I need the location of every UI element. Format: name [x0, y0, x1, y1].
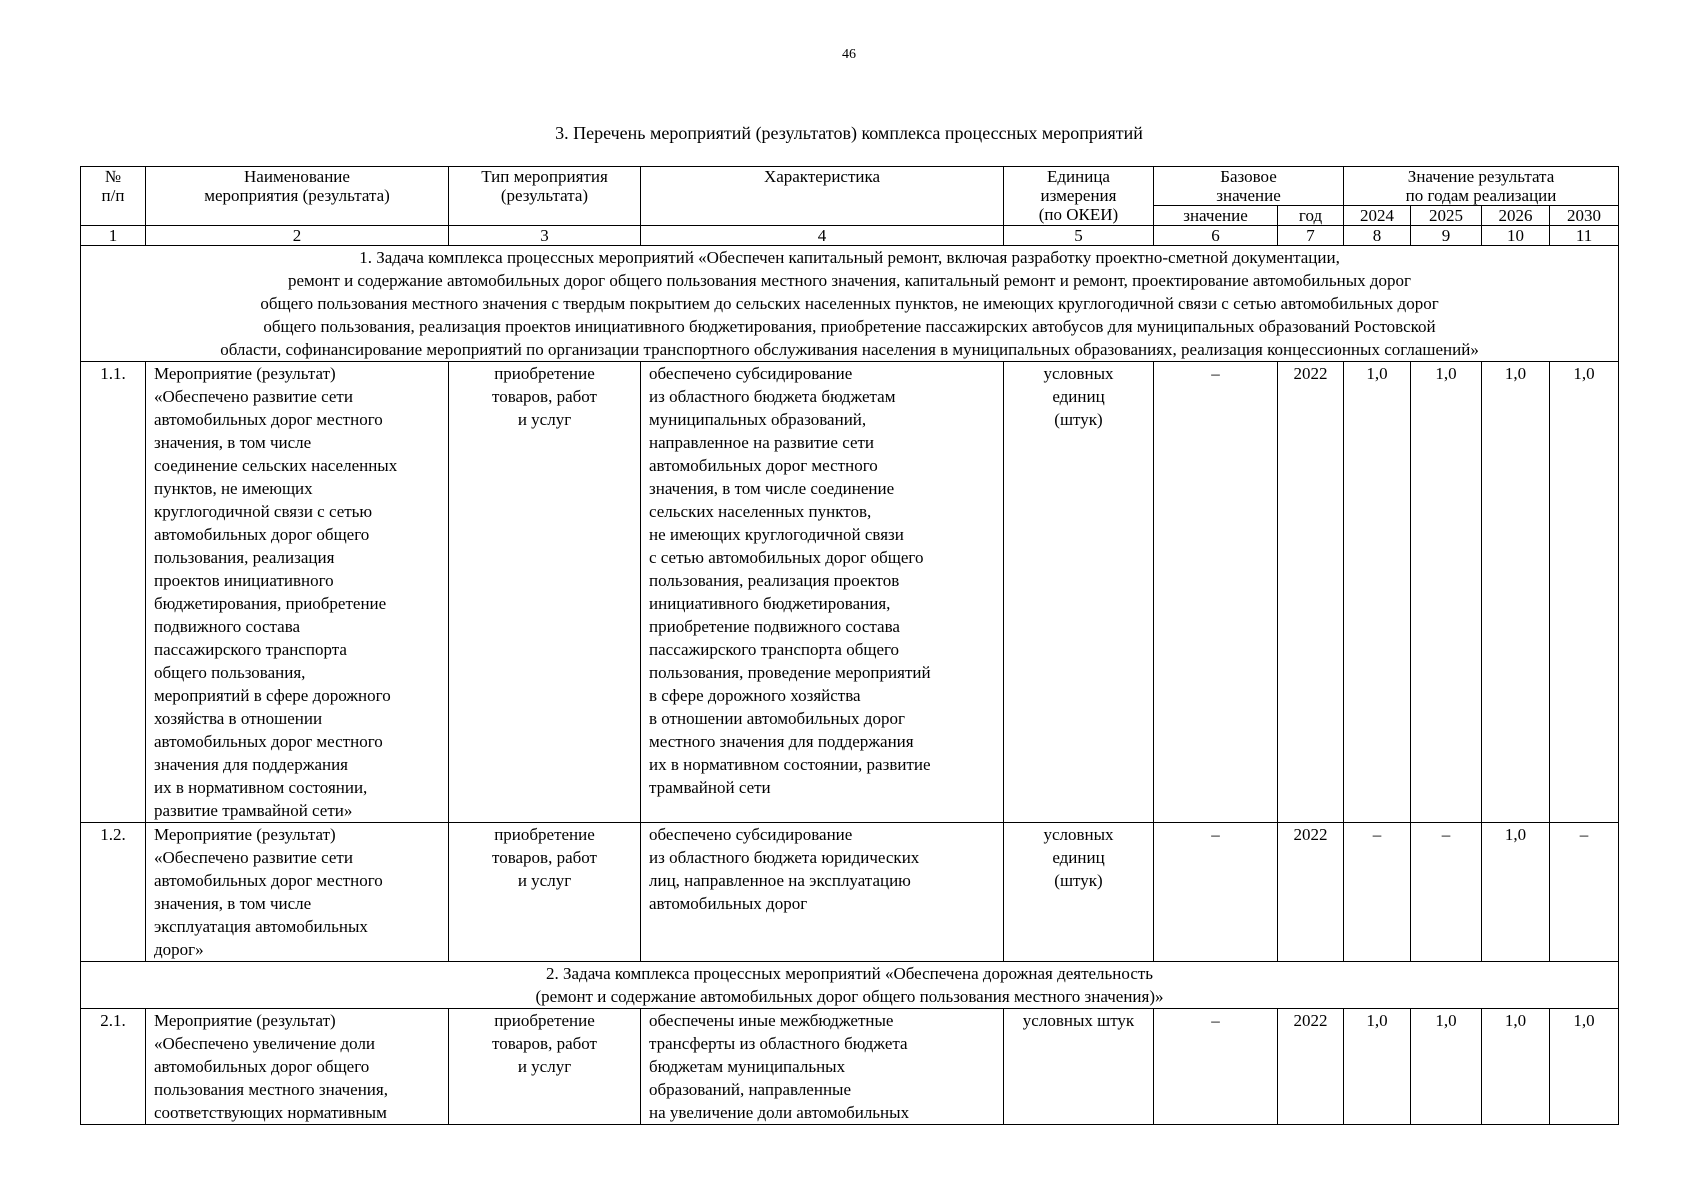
row-value-2030: –: [1550, 823, 1619, 962]
row-value-2025: –: [1411, 823, 1482, 962]
column-number: 1: [81, 226, 146, 246]
row-type: приобретение товаров, работ и услуг: [449, 362, 641, 823]
column-number: 4: [641, 226, 1004, 246]
header-year-2026: 2026: [1482, 206, 1550, 226]
table-row: [81, 362, 1619, 823]
table-row: [81, 823, 1619, 962]
row-number: 2.1.: [81, 1009, 146, 1125]
header-result-group: Значение результата по годам реализации: [1344, 167, 1619, 206]
row-type: приобретение товаров, работ и услуг: [449, 1009, 641, 1125]
header-base-value: значение: [1154, 206, 1278, 226]
page-number: 46: [842, 47, 856, 62]
row-unit: условных штук: [1004, 1009, 1154, 1125]
task-1-row: [81, 246, 1619, 362]
header-year-2030: 2030: [1550, 206, 1619, 226]
header-characteristic: Характеристика: [641, 167, 1004, 226]
activities-table: [80, 166, 1619, 1125]
row-value-2025: 1,0: [1411, 362, 1482, 823]
header-year-2024: 2024: [1344, 206, 1411, 226]
row-characteristic: обеспечено субсидирование из областного бюджета юридических лиц, направленное на эксплуатацию автомобильных дорог: [641, 823, 1004, 962]
column-numbers-row: [81, 226, 1619, 246]
row-base-value: –: [1154, 362, 1278, 823]
row-type: приобретение товаров, работ и услуг: [449, 823, 641, 962]
column-number: 11: [1550, 226, 1619, 246]
row-unit: условных единиц (штук): [1004, 362, 1154, 823]
row-value-2025: 1,0: [1411, 1009, 1482, 1125]
row-unit: условных единиц (штук): [1004, 823, 1154, 962]
task-1-text: 1. Задача комплекса процессных мероприятий «Обеспечен капитальный ремонт, включая разработку проектно-сметной документации, ремонт и содержание автомобильных дорог общего пользования местного значения, капитальный ремонт и ремонт, проектирование автомобильных дорог общего пользования местного значения с твердым покрытием до сельских населенных пунктов, не имеющих круглогодичной связи с сетью автомобильных дорог общего пользования, реализация проектов инициативного бюджетирования, приобретение пассажирских автобусов для муниципальных образований Ростовской области, софинансирование мероприятий по организации транспортного обслуживания населения в муниципальных образованиях, реализация концессионных соглашений»: [81, 246, 1619, 362]
column-number: 5: [1004, 226, 1154, 246]
row-characteristic: обеспечены иные межбюджетные трансферты из областного бюджета бюджетам муниципальных образований, направленные на увеличение доли автомобильных: [641, 1009, 1004, 1125]
header-unit: Единица измерения (по ОКЕИ): [1004, 167, 1154, 226]
column-number: 7: [1278, 226, 1344, 246]
column-number: 2: [146, 226, 449, 246]
document-title: 3. Перечень мероприятий (результатов) комплекса процессных мероприятий: [555, 123, 1143, 143]
row-base-year: 2022: [1278, 362, 1344, 823]
row-characteristic: обеспечено субсидирование из областного бюджета бюджетам муниципальных образований, направленное на развитие сети автомобильных дорог местного значения, в том числе соединение сельских населенных пунктов, не имеющих круглогодичной связи с сетью автомобильных дорог общего пользования, реализация проектов инициативного бюджетирования, приобретение подвижного состава пассажирского транспорта общего пользования, проведение мероприятий в сфере дорожного хозяйства в отношении автомобильных дорог местного значения для поддержания их в нормативном состоянии, развитие трамвайной сети: [641, 362, 1004, 823]
task-2-row: [81, 962, 1619, 1009]
row-base-year: 2022: [1278, 823, 1344, 962]
row-base-year: 2022: [1278, 1009, 1344, 1125]
column-number: 9: [1411, 226, 1482, 246]
row-value-2026: 1,0: [1482, 362, 1550, 823]
row-number: 1.2.: [81, 823, 146, 962]
table-row: [81, 1009, 1619, 1125]
row-number: 1.1.: [81, 362, 146, 823]
row-base-value: –: [1154, 1009, 1278, 1125]
row-name: Мероприятие (результат) «Обеспечено увеличение доли автомобильных дорог общего пользования местного значения, соответствующих нормативным: [146, 1009, 449, 1125]
row-value-2030: 1,0: [1550, 1009, 1619, 1125]
header-base-year: год: [1278, 206, 1344, 226]
header-year-2025: 2025: [1411, 206, 1482, 226]
row-name: Мероприятие (результат) «Обеспечено развитие сети автомобильных дорог местного значения, в том числе соединение сельских населенных пунктов, не имеющих круглогодичной связи с сетью автомобильных дорог общего пользования, реализация проектов инициативного бюджетирования, приобретение подвижного состава пассажирского транспорта общего пользования, мероприятий в сфере дорожного хозяйства в отношении автомобильных дорог местного значения для поддержания их в нормативном состоянии, развитие трамвайной сети»: [146, 362, 449, 823]
row-value-2024: 1,0: [1344, 362, 1411, 823]
header-base-group: Базовое значение: [1154, 167, 1344, 206]
row-value-2024: –: [1344, 823, 1411, 962]
column-number: 6: [1154, 226, 1278, 246]
row-value-2026: 1,0: [1482, 1009, 1550, 1125]
header-type: Тип мероприятия (результата): [449, 167, 641, 226]
row-name: Мероприятие (результат) «Обеспечено развитие сети автомобильных дорог местного значения, в том числе эксплуатация автомобильных дорог»: [146, 823, 449, 962]
task-2-text: 2. Задача комплекса процессных мероприятий «Обеспечена дорожная деятельность (ремонт и содержание автомобильных дорог общего пользования местного значения)»: [81, 962, 1619, 1009]
row-value-2030: 1,0: [1550, 362, 1619, 823]
row-value-2026: 1,0: [1482, 823, 1550, 962]
column-number: 3: [449, 226, 641, 246]
header-name: Наименование мероприятия (результата): [146, 167, 449, 226]
column-number: 10: [1482, 226, 1550, 246]
row-value-2024: 1,0: [1344, 1009, 1411, 1125]
row-base-value: –: [1154, 823, 1278, 962]
column-number: 8: [1344, 226, 1411, 246]
header-number: № п/п: [81, 167, 146, 226]
